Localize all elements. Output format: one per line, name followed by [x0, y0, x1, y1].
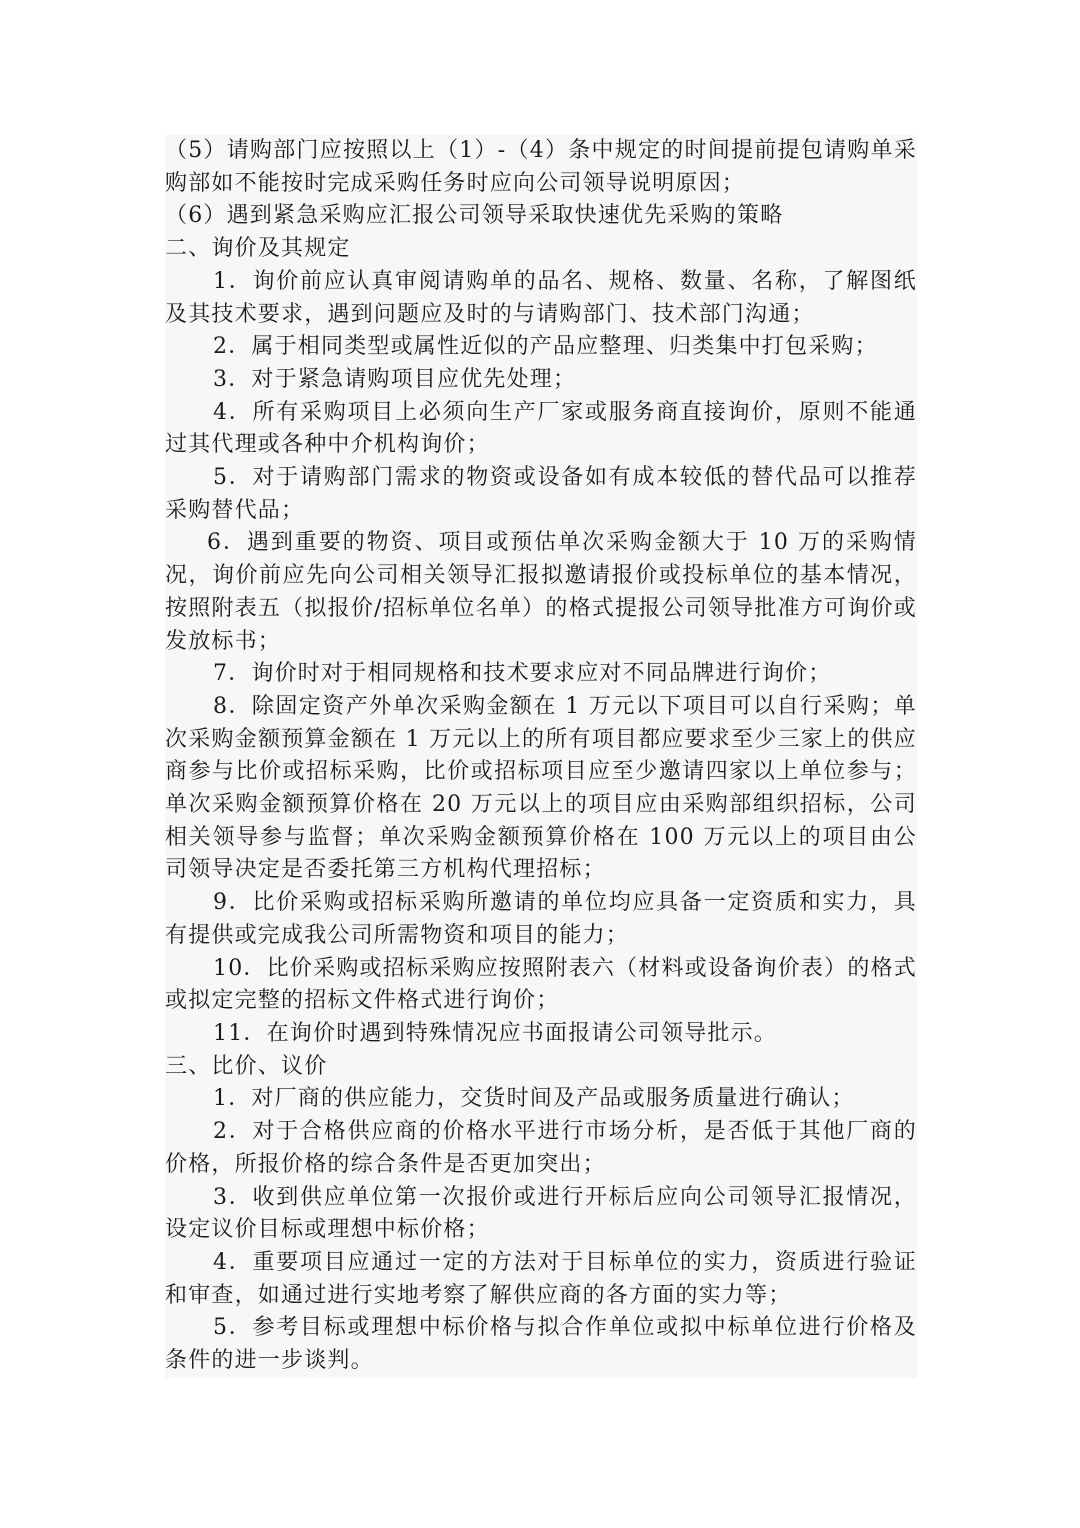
- paragraph-5-requisition-timing: （5）请购部门应按照以上（1）-（4）条中规定的时间提前提包请购单采购部如不能按时完成采购任务时应向公司领导说明原因；: [165, 138, 917, 196]
- inquiry-item-4: 4．所有采购项目上必须向生产厂家或服务商直接询价，原则不能通过其代理或各种中介机构询价；: [165, 399, 917, 458]
- inquiry-item-5: 5．对于请购部门需求的物资或设备如有成本较低的替代品可以推荐采购替代品；: [165, 465, 917, 523]
- section-heading-inquiry: 二、询价及其规定: [165, 236, 351, 262]
- comparison-item-4: 4．重要项目应通过一定的方法对于目标单位的实力，资质进行验证和审查，如通过进行实地考察了解供应商的各方面的实力等；: [165, 1249, 917, 1308]
- section-heading-price-comparison: 三、比价、议价: [165, 1053, 328, 1079]
- comparison-item-1: 1．对厂商的供应能力，交货时间及产品或服务质量进行确认；: [213, 1086, 855, 1112]
- document-body: [165, 135, 917, 1378]
- inquiry-item-3: 3．对于紧急请购项目应优先处理；: [213, 366, 577, 392]
- inquiry-item-8: 8．除固定资产外单次采购金额在 1 万元以下项目可以自行采购；单次采购金额预算金额在 1 万元以上的所有项目都应要求至少三家上的供应商参与比价或招标采购，比价或招标项目应至少邀请四家以上单位参与；单次采购金额预算价格在 20 万元以上的项目应由采购部组织招标，公司相关领导参与监督；单次采购金额预算价格在 100 万元以上的项目由公司领导决定是否委托第三方机构代理招标；: [165, 693, 917, 883]
- inquiry-item-10: 10．比价采购或招标采购应按照附表六（材料或设备询价表）的格式或拟定完整的招标文件格式进行询价；: [165, 955, 917, 1014]
- inquiry-item-6: 6．遇到重要的物资、项目或预估单次采购金额大于 10 万的采购情况，询价前应先向公司相关领导汇报拟邀请报价或投标单位的基本情况，按照附表五（拟报价/招标单位名单）的格式提报公司领导批准方可询价或发放标书；: [165, 530, 917, 654]
- paragraph-6-urgent-purchase: （6）遇到紧急采购应汇报公司领导采取快速优先采购的策略: [165, 203, 784, 229]
- inquiry-item-1: 1．询价前应认真审阅请购单的品名、规格、数量、名称，了解图纸及其技术要求，遇到问题应及时的与请购部门、技术部门沟通；: [165, 268, 917, 327]
- inquiry-item-11: 11．在询价时遇到特殊情况应书面报请公司领导批示。: [213, 1020, 777, 1046]
- inquiry-item-7: 7．询价时对于相同规格和技术要求应对不同品牌进行询价；: [213, 661, 832, 687]
- inquiry-item-9: 9．比价采购或招标采购所邀请的单位均应具备一定资质和实力，具有提供或完成我公司所需物资和项目的能力；: [165, 890, 917, 948]
- comparison-item-2: 2．对于合格供应商的价格水平进行市场分析，是否低于其他厂商的价格，所报价格的综合条件是否更加突出；: [165, 1119, 917, 1177]
- comparison-item-3: 3．收到供应单位第一次报价或进行开标后应向公司领导汇报情况，设定议价目标或理想中标价格；: [165, 1184, 917, 1243]
- inquiry-item-2: 2．属于相同类型或属性近似的产品应整理、归类集中打包采购；: [213, 334, 878, 360]
- comparison-item-5: 5．参考目标或理想中标价格与拟合作单位或拟中标单位进行价格及条件的进一步谈判。: [165, 1315, 917, 1374]
